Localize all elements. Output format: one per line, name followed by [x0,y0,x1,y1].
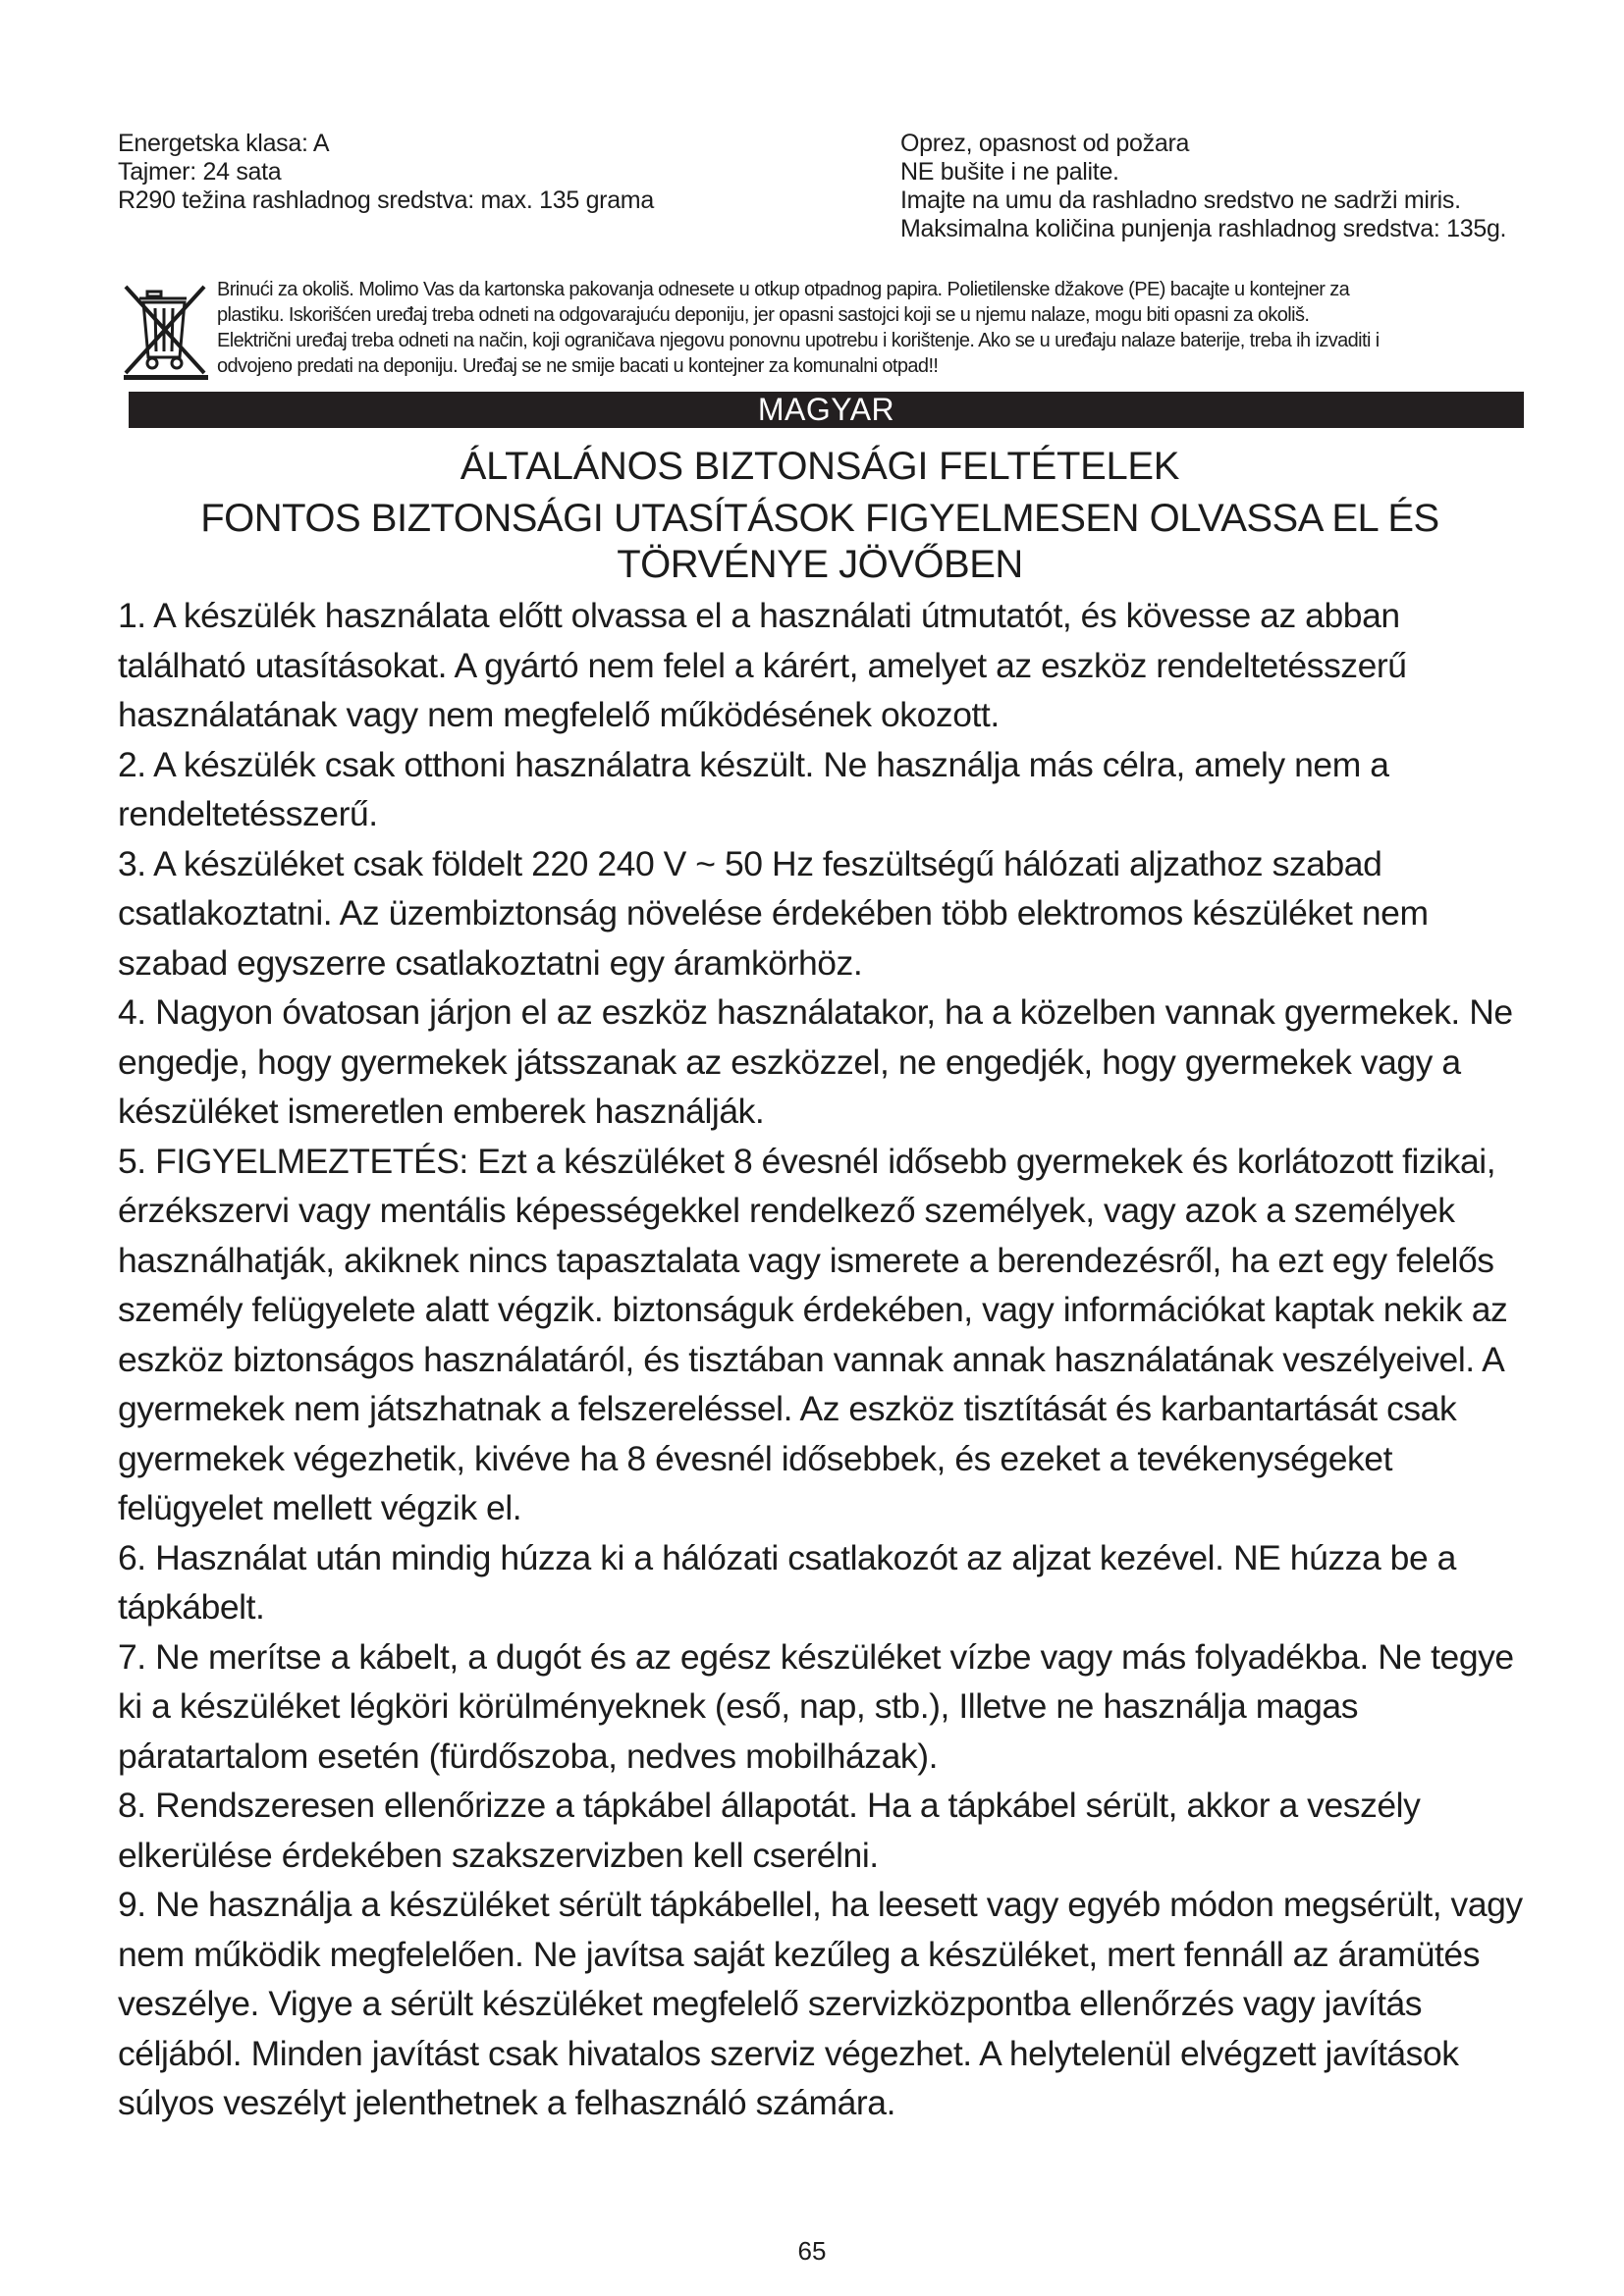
recycling-line: Električni uređaj treba odneti na način, koji ograničava njegovu ponovnu upotrebu i korištenje. Ako se u uređaju nalaze baterije, treba ih izvaditi i [217,330,1380,351]
list-item: 5. FIGYELMEZTETÉS: Ezt a készüléket 8 évesnél idősebb gyermekek és korlátozott fizikai, érzékszervi vagy mentális képességekkel rendelkező személyek, vagy azok a személyek használhatják, akiknek nincs tapasztalata vagy ismerete a berendezésről, ha ezt egy felelős személy felügyelete alatt végzik. biztonságuk érdekében, vagy információkat kaptak nekik az eszköz biztonságos használatáról, és tisztában vannak annak használatának veszélyeivel. A gyermekek nem játszhatnak a felszereléssel. Az eszköz tisztítását és karbantartását csak gyermekek végezhetik, kivéve ha 8 évesnél idősebbek, és ezeket a tevékenységeket felügyelet mellett végzik el. [118,1141,1508,1527]
spec-block [118,130,805,215]
language-section-header: MAGYAR [129,392,1524,428]
fire-warning-block [900,130,1539,243]
list-item: 3. A készüléket csak földelt 220 240 V ~ 50 Hz feszültségű hálózati aljzathoz szabad csatlakoztatni. Az üzembiztonság növelése érdekében több elektromos készüléket nem szabad egyszerre csatlakoztatni egy áramkörhöz. [118,843,1429,983]
fire-warning-line: Imajte na umu da rashladno sredstvo ne sadrži miris. [900,187,1461,214]
crossed-out-wheelie-bin-icon [118,279,212,381]
list-item: 7. Ne merítse a kábelt, a dugót és az egész készüléket vízbe vagy más folyadékba. Ne tegye ki a készüléket légköri körülményeknek (eső, nap, stb.), Illetve ne használja magas páratartalom esetén (fürdőszoba, nedves mobilházak). [118,1636,1514,1776]
fire-warning-line: Maksimalna količina punjenja rashladnog sredstva: 135g. [900,215,1507,242]
list-item: 8. Rendszeresen ellenőrizze a tápkábel állapotát. Ha a tápkábel sérült, akkor a veszély elkerülése érdekében szakszervizben kell cserélni. [118,1786,1421,1875]
refrigerant-weight: R290 težina rashladnog sredstva: max. 135 grama [118,187,654,214]
list-item: 4. Nagyon óvatosan járjon el az eszköz használatakor, ha a közelben vannak gyermekek. Ne engedje, hogy gyermekek játsszanak az eszközzel, ne engedjék, hogy gyermekek vagy a készüléket ismeretlen emberek használják. [118,992,1513,1131]
fire-warning-line: NE bušite i ne palite. [900,158,1119,186]
page-subtitle: FONTOS BIZTONSÁGI UTASÍTÁSOK FIGYELMESEN OLVASSA EL ÉS TÖRVÉNYE JÖVŐBEN [200,497,1439,586]
page-title: ÁLTALÁNOS BIZTONSÁGI FELTÉTELEK [460,445,1180,488]
fire-warning-title: Oprez, opasnost od požara [900,130,1190,157]
list-item: 9. Ne használja a készüléket sérült tápkábellel, ha leesett vagy egyéb módon megsérült, vagy nem működik megfelelően. Ne javítsa saját kezűleg a készüléket, mert fennáll az áramütés veszélye. Vigye a sérült készüléket megfelelő szervizközpontba ellenőrzés vagy javítás céljából. Minden javítást csak hivatalos szerviz végezhet. A helytelenül elvégzett javítások súlyos veszélyt jelenthetnek a felhasználó számára. [118,1885,1523,2122]
timer-spec: Tajmer: 24 sata [118,158,282,186]
list-item: 2. A készülék csak otthoni használatra készült. Ne használja más célra, amely nem a rendeltetésszerű. [118,744,1389,833]
recycling-line: odvojeno predati na deponiju. Uređaj se ne smije bacati u kontejner za komunalni otpad!! [217,355,939,377]
list-item: 1. A készülék használata előtt olvassa el a használati útmutatót, és kövesse az abban található utasításokat. A gyártó nem felel a kárért, amelyet az eszköz rendeltetésszerű használatának vagy nem megfelelő működésének okozott. [118,596,1407,734]
recycling-notice [118,277,1522,387]
list-item: 6. Használat után mindig húzza ki a hálózati csatlakozót az aljzat kezével. NE húzza be a tápkábelt. [118,1537,1456,1627]
energy-class: Energetska klasa: A [118,130,330,157]
page-number: 65 [797,2236,827,2266]
recycling-text [217,277,1523,379]
safety-instructions-list [118,591,1532,2128]
recycling-line: plastiku. Iskorišćen uređaj treba odneti na odgovarajuću deponiju, jer opasni sastojci koji se u njemu nalaze, mogu biti opasni za okoliš. [217,304,1310,326]
recycling-line: Brinući za okoliš. Molimo Vas da kartonska pakovanja odnesete u otkup otpadnog papira. Polietilenske džakove (PE) bacajte u kontejner za [217,279,1350,300]
